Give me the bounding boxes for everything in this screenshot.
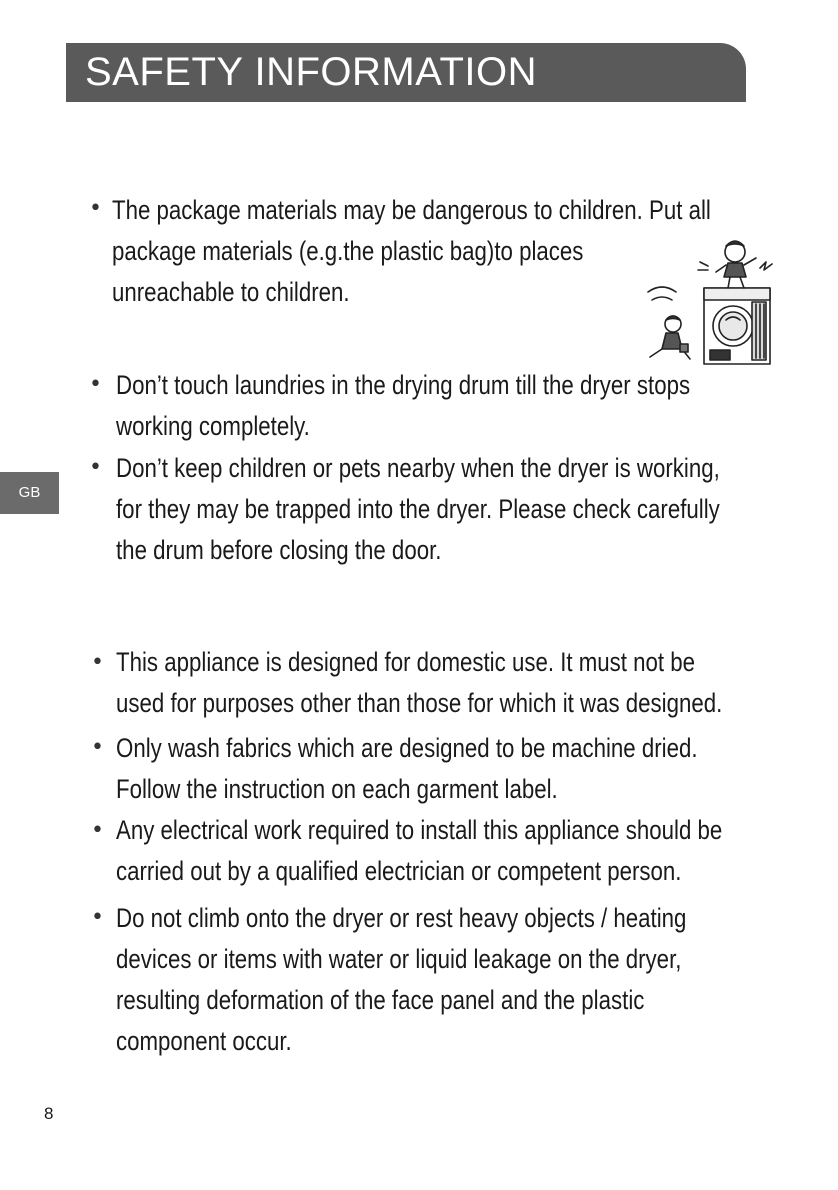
children-climbing-dryer-icon bbox=[640, 232, 782, 368]
bullet-icon: • bbox=[89, 196, 102, 221]
bullet-icon: • bbox=[91, 735, 104, 760]
page-title: SAFETY INFORMATION bbox=[85, 50, 537, 94]
bullet-icon: • bbox=[91, 905, 104, 930]
safety-item-text: Don’t keep children or pets nearby when the dryer is working, for they may be trapped into the dryer. Please check carefully the drum before closing the door. bbox=[116, 453, 720, 565]
bullet-icon: • bbox=[89, 455, 102, 480]
safety-item-text: Don’t touch laundries in the drying drum till the dryer stops working completely. bbox=[116, 370, 691, 441]
bullet-icon: • bbox=[91, 650, 104, 675]
bullet-icon: • bbox=[89, 372, 102, 397]
safety-item-text: Only wash fabrics which are designed to be machine dried. Follow the instruction on each garment label. bbox=[116, 733, 698, 804]
section-header bbox=[66, 43, 746, 102]
language-tab bbox=[0, 472, 59, 514]
safety-item-text: Do not climb onto the dryer or rest heavy objects / heating devices or items with water or liquid leakage on the dryer, resulting deformation of the face panel and the plastic component occur. bbox=[116, 903, 687, 1056]
bullet-icon: • bbox=[91, 818, 104, 843]
safety-item-text: Any electrical work required to install this appliance should be carried out by a qualified electrician or competent person. bbox=[116, 815, 723, 886]
safety-item-text: The package materials may be dangerous to children. Put all package materials (e.g.the plastic bag)to places unreachable to children. bbox=[112, 195, 711, 307]
safety-item-text: This appliance is designed for domestic use. It must not be used for purposes other than those for which it was designed. bbox=[116, 647, 723, 718]
language-tab-label: GB bbox=[18, 484, 41, 501]
page-number: 8 bbox=[44, 1104, 54, 1123]
